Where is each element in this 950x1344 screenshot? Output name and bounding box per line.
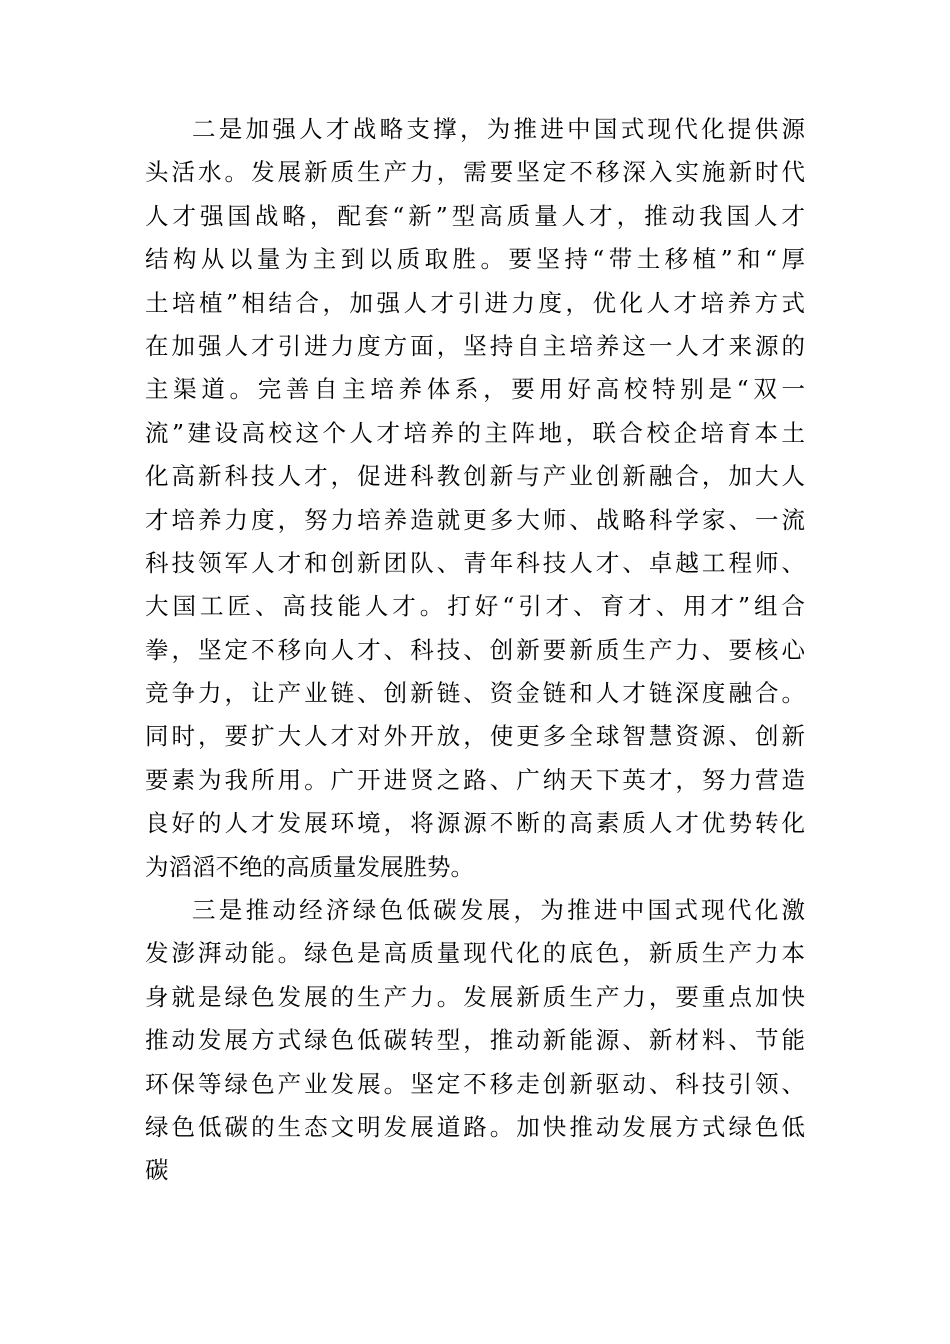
paragraph-2-line-6: 绿色低碳的生态文明发展道路。加快推动发展方式绿色低	[145, 1112, 805, 1141]
paragraph-2-line-4: 推动发展方式绿色低碳转型，推动新能源、新材料、节能	[145, 1026, 805, 1055]
paragraph-1-line-14: 竞争力，让产业链、创新链、资金链和人才链深度融合。	[145, 679, 805, 708]
paragraph-1-line-8: 流”建设高校这个人才培养的主阵地，联合校企培育本土	[145, 418, 805, 447]
paragraph-1-line-3: 人才强国战略，配套“新”型高质量人才，推动我国人才	[145, 201, 805, 230]
paragraph-1-line-1: 二是加强人才战略支撑，为推进中国式现代化提供源	[192, 115, 805, 143]
paragraph-1-line-5: 土培植”相结合，加强人才引进力度，优化人才培养方式	[145, 288, 805, 317]
paragraph-2-line-3: 身就是绿色发展的生产力。发展新质生产力，要重点加快	[145, 982, 805, 1011]
paragraph-2-line-2: 发澎湃动能。绿色是高质量现代化的底色，新质生产力本	[145, 939, 805, 968]
paragraph-1-line-17: 良好的人才发展环境，将源源不断的高素质人才优势转化	[145, 809, 805, 838]
paragraph-2-line-1: 三是推动经济绿色低碳发展，为推进中国式现代化激	[192, 896, 805, 925]
paragraph-2-line-5: 环保等绿色产业发展。坚定不移走创新驱动、科技引领、	[145, 1069, 805, 1098]
paragraph-1-line-4: 结构从以量为主到以质取胜。要坚持“带土移植”和“厚	[145, 245, 805, 274]
body-text	[145, 108, 805, 1193]
paragraph-1-line-16: 要素为我所用。广开进贤之路、广纳天下英才，努力营造	[145, 765, 805, 794]
paragraph-1-line-12: 大国工匠、高技能人才。打好“引才、育才、用才”组合	[145, 592, 805, 621]
paragraph-1-line-9: 化高新科技人才，促进科教创新与产业创新融合，加大人	[145, 462, 805, 491]
paragraph-1-line-15: 同时，要扩大人才对外开放，使更多全球智慧资源、创新	[145, 722, 805, 751]
paragraph-1-line-13: 拳，坚定不移向人才、科技、创新要新质生产力、要核心	[145, 635, 805, 664]
paragraph-2-line-7: 碳	[145, 1156, 169, 1185]
paragraph-1-line-18: 为滔滔不绝的高质量发展胜势。	[145, 852, 474, 881]
paragraph-1-line-11: 科技领军人才和创新团队、青年科技人才、卓越工程师、	[145, 548, 805, 577]
paragraph-1-line-6: 在加强人才引进力度方面，坚持自主培养这一人才来源的	[145, 331, 805, 360]
paragraph-1-line-2: 头活水。发展新质生产力，需要坚定不移深入实施新时代	[145, 158, 805, 187]
paragraph-1-line-7: 主渠道。完善自主培养体系，要用好高校特别是“双一	[145, 375, 805, 404]
paragraph-1-line-10: 才培养力度，努力培养造就更多大师、战略科学家、一流	[145, 505, 805, 534]
